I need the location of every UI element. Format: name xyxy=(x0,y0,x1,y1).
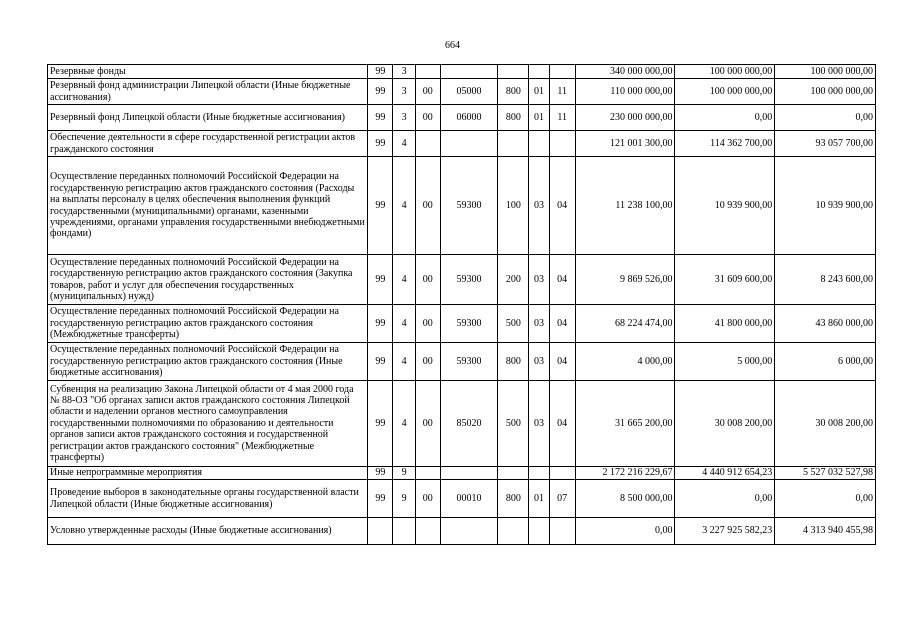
row-name: Резервный фонд Липецкой области (Иные бюджетные ассигнования) xyxy=(48,105,368,131)
col-direction-b: 05000 xyxy=(440,79,497,105)
col-program: 99 xyxy=(368,105,393,131)
col-subsection: 11 xyxy=(549,79,575,105)
col-section: 03 xyxy=(529,343,549,381)
value-year-3: 0,00 xyxy=(775,480,876,518)
col-direction-a xyxy=(415,65,440,79)
row-name: Резервный фонд администрации Липецкой области (Иные бюджетные ассигнования) xyxy=(48,79,368,105)
value-year-1: 110 000 000,00 xyxy=(575,79,675,105)
table-row xyxy=(48,518,876,545)
col-subprogram: 9 xyxy=(393,480,415,518)
col-subprogram: 4 xyxy=(393,255,415,305)
col-subprogram: 3 xyxy=(393,105,415,131)
col-program: 99 xyxy=(368,65,393,79)
col-direction-b xyxy=(440,518,497,545)
col-section: 01 xyxy=(529,480,549,518)
value-year-2: 10 939 900,00 xyxy=(675,157,775,255)
col-subsection xyxy=(549,467,575,480)
col-subprogram xyxy=(393,518,415,545)
table-row xyxy=(48,381,876,467)
col-subprogram: 3 xyxy=(393,79,415,105)
value-year-3: 30 008 200,00 xyxy=(775,381,876,467)
col-subsection: 11 xyxy=(549,105,575,131)
col-subsection xyxy=(549,65,575,79)
col-program: 99 xyxy=(368,79,393,105)
table-row xyxy=(48,105,876,131)
value-year-2: 30 008 200,00 xyxy=(675,381,775,467)
value-year-1: 11 238 100,00 xyxy=(575,157,675,255)
col-direction-a: 00 xyxy=(415,480,440,518)
col-expense-type: 100 xyxy=(498,157,529,255)
col-direction-a: 00 xyxy=(415,305,440,343)
col-direction-b: 85020 xyxy=(440,381,497,467)
col-section xyxy=(529,518,549,545)
table-row xyxy=(48,467,876,480)
value-year-2: 100 000 000,00 xyxy=(675,65,775,79)
col-section xyxy=(529,131,549,157)
col-direction-a: 00 xyxy=(415,105,440,131)
col-section: 03 xyxy=(529,381,549,467)
table-row xyxy=(48,157,876,255)
table-row xyxy=(48,343,876,381)
col-subprogram: 4 xyxy=(393,343,415,381)
value-year-2: 0,00 xyxy=(675,105,775,131)
col-program: 99 xyxy=(368,255,393,305)
value-year-1: 340 000 000,00 xyxy=(575,65,675,79)
value-year-3: 6 000,00 xyxy=(775,343,876,381)
col-section: 03 xyxy=(529,255,549,305)
value-year-1: 31 665 200,00 xyxy=(575,381,675,467)
col-subprogram: 4 xyxy=(393,157,415,255)
col-direction-a xyxy=(415,467,440,480)
value-year-3: 8 243 600,00 xyxy=(775,255,876,305)
value-year-1: 230 000 000,00 xyxy=(575,105,675,131)
col-direction-b: 59300 xyxy=(440,343,497,381)
col-subsection: 07 xyxy=(549,480,575,518)
value-year-2: 5 000,00 xyxy=(675,343,775,381)
col-section xyxy=(529,467,549,480)
col-subprogram: 4 xyxy=(393,305,415,343)
value-year-1: 68 224 474,00 xyxy=(575,305,675,343)
value-year-3: 5 527 032 527,98 xyxy=(775,467,876,480)
col-subprogram: 4 xyxy=(393,131,415,157)
value-year-2: 3 227 925 582,23 xyxy=(675,518,775,545)
table-row xyxy=(48,305,876,343)
col-section: 03 xyxy=(529,157,549,255)
col-expense-type: 800 xyxy=(498,480,529,518)
col-program: 99 xyxy=(368,131,393,157)
table-row xyxy=(48,480,876,518)
col-direction-a: 00 xyxy=(415,343,440,381)
col-direction-a xyxy=(415,518,440,545)
col-expense-type xyxy=(498,65,529,79)
value-year-2: 31 609 600,00 xyxy=(675,255,775,305)
col-expense-type: 800 xyxy=(498,105,529,131)
value-year-2: 0,00 xyxy=(675,480,775,518)
value-year-1: 2 172 216 229,67 xyxy=(575,467,675,480)
col-subsection: 04 xyxy=(549,343,575,381)
col-program: 99 xyxy=(368,343,393,381)
col-expense-type xyxy=(498,131,529,157)
value-year-3: 100 000 000,00 xyxy=(775,65,876,79)
col-expense-type: 200 xyxy=(498,255,529,305)
col-program: 99 xyxy=(368,480,393,518)
row-name: Осуществление переданных полномочий Российской Федерации на государственную регистрацию актов гражданского состояния (Закупка товаров, работ и услуг для обеспечения государственных (муниципальных) нужд) xyxy=(48,255,368,305)
col-section: 01 xyxy=(529,105,549,131)
row-name: Иные непрограммные мероприятия xyxy=(48,467,368,480)
table-row xyxy=(48,255,876,305)
col-direction-a: 00 xyxy=(415,381,440,467)
budget-table xyxy=(47,64,876,545)
col-expense-type: 500 xyxy=(498,305,529,343)
row-name: Осуществление переданных полномочий Российской Федерации на государственную регистрацию актов гражданского состояния (Расходы на выплаты персоналу в целях обеспечения выполнения функций государственными (муниципальными) органами, казенными учреждениями, органами управления государственными внебюджетными фондами) xyxy=(48,157,368,255)
col-direction-a xyxy=(415,131,440,157)
col-section: 01 xyxy=(529,79,549,105)
col-direction-b xyxy=(440,65,497,79)
value-year-1: 0,00 xyxy=(575,518,675,545)
col-expense-type xyxy=(498,518,529,545)
col-subsection: 04 xyxy=(549,255,575,305)
row-name: Субвенция на реализацию Закона Липецкой области от 4 мая 2000 года № 88-ОЗ "Об органах записи актов гражданского состояния Липецкой области и наделении органов местного самоуправления государственными полномочиями по образованию и деятельности органов записи актов гражданского состояния и государственной регистрации актов гражданского состояния" (Межбюджетные трансферты) xyxy=(48,381,368,467)
value-year-1: 8 500 000,00 xyxy=(575,480,675,518)
table-body xyxy=(48,65,876,545)
value-year-1: 9 869 526,00 xyxy=(575,255,675,305)
row-name: Проведение выборов в законодательные органы государственной власти Липецкой области (Иные бюджетные ассигнования) xyxy=(48,480,368,518)
value-year-2: 114 362 700,00 xyxy=(675,131,775,157)
row-name: Резервные фонды xyxy=(48,65,368,79)
col-expense-type: 800 xyxy=(498,79,529,105)
col-direction-a: 00 xyxy=(415,79,440,105)
col-program xyxy=(368,518,393,545)
col-direction-b: 59300 xyxy=(440,157,497,255)
col-expense-type: 800 xyxy=(498,343,529,381)
value-year-3: 100 000 000,00 xyxy=(775,79,876,105)
col-section: 03 xyxy=(529,305,549,343)
col-program: 99 xyxy=(368,467,393,480)
table-row xyxy=(48,79,876,105)
col-program: 99 xyxy=(368,157,393,255)
value-year-1: 121 001 300,00 xyxy=(575,131,675,157)
value-year-3: 4 313 940 455,98 xyxy=(775,518,876,545)
col-subsection: 04 xyxy=(549,157,575,255)
table-row xyxy=(48,65,876,79)
col-subsection xyxy=(549,518,575,545)
value-year-2: 100 000 000,00 xyxy=(675,79,775,105)
value-year-2: 4 440 912 654,23 xyxy=(675,467,775,480)
col-subprogram: 9 xyxy=(393,467,415,480)
value-year-2: 41 800 000,00 xyxy=(675,305,775,343)
row-name: Условно утвержденные расходы (Иные бюджетные ассигнования) xyxy=(48,518,368,545)
value-year-3: 0,00 xyxy=(775,105,876,131)
col-program: 99 xyxy=(368,381,393,467)
col-direction-a: 00 xyxy=(415,255,440,305)
col-section xyxy=(529,65,549,79)
col-subsection: 04 xyxy=(549,305,575,343)
row-name: Осуществление переданных полномочий Российской Федерации на государственную регистрацию актов гражданского состояния (Иные бюджетные ассигнования) xyxy=(48,343,368,381)
col-subsection xyxy=(549,131,575,157)
col-direction-b xyxy=(440,467,497,480)
col-direction-a: 00 xyxy=(415,157,440,255)
row-name: Обеспечение деятельности в сфере государственной регистрации актов гражданского состояния xyxy=(48,131,368,157)
col-subsection: 04 xyxy=(549,381,575,467)
value-year-3: 43 860 000,00 xyxy=(775,305,876,343)
page-number: 664 xyxy=(445,40,460,51)
col-subprogram: 3 xyxy=(393,65,415,79)
row-name: Осуществление переданных полномочий Российской Федерации на государственную регистрацию актов гражданского состояния (Межбюджетные трансферты) xyxy=(48,305,368,343)
col-expense-type xyxy=(498,467,529,480)
col-direction-b xyxy=(440,131,497,157)
col-direction-b: 59300 xyxy=(440,305,497,343)
value-year-3: 93 057 700,00 xyxy=(775,131,876,157)
col-subprogram: 4 xyxy=(393,381,415,467)
col-direction-b: 00010 xyxy=(440,480,497,518)
table-row xyxy=(48,131,876,157)
value-year-1: 4 000,00 xyxy=(575,343,675,381)
col-direction-b: 06000 xyxy=(440,105,497,131)
col-expense-type: 500 xyxy=(498,381,529,467)
col-direction-b: 59300 xyxy=(440,255,497,305)
value-year-3: 10 939 900,00 xyxy=(775,157,876,255)
col-program: 99 xyxy=(368,305,393,343)
